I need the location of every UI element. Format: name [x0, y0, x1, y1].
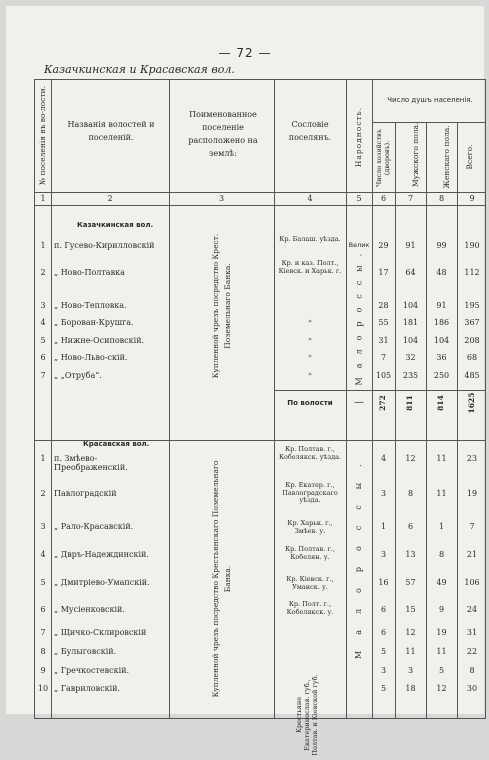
header-households: Число хозяйствъ (дворовъ).	[375, 129, 391, 187]
male-cell: 6	[407, 522, 414, 531]
male-cell: 15	[405, 605, 416, 614]
total-cell: 24	[466, 605, 478, 614]
row-number: 1	[40, 454, 46, 463]
total-cell: 190	[464, 241, 480, 250]
estate-cell: »	[308, 370, 312, 378]
male-cell: 57	[405, 578, 416, 587]
colnum: 1	[40, 194, 46, 203]
settlement-name: Павлоградскій	[54, 489, 117, 498]
female-cell: 49	[436, 578, 447, 587]
total-cell: 68	[466, 353, 478, 362]
households-cell: 6	[380, 605, 387, 614]
row-number: 8	[40, 647, 46, 656]
households-cell: 4	[380, 454, 387, 463]
row-number: 1	[40, 241, 46, 250]
total-cell: 7	[469, 522, 475, 531]
female-cell: 8	[438, 550, 445, 559]
land-note: Купленной чрезъ посредство Крест. Поземельнаго Банка.	[211, 233, 232, 379]
male-cell: 12	[405, 628, 416, 637]
female-cell: 11	[436, 454, 447, 463]
colnum: 2	[107, 194, 113, 203]
households-cell: 3	[380, 550, 387, 559]
header-total: Всего.	[465, 144, 474, 170]
female-cell: 104	[433, 336, 450, 345]
female-cell: 19	[436, 628, 447, 637]
header-names: Названія волостей и поселеній.	[67, 120, 155, 142]
row-number: 5	[40, 578, 46, 587]
households-cell: 3	[380, 489, 387, 498]
male-cell: 104	[402, 301, 419, 310]
female-cell: 12	[436, 684, 447, 693]
settlement-name: „ Мусіенковскій.	[54, 605, 125, 614]
row-number: 4	[40, 550, 46, 559]
households-cell: 17	[378, 268, 389, 277]
colnum: 7	[407, 194, 414, 203]
female-cell: 91	[436, 301, 447, 310]
row-number: 6	[40, 353, 46, 362]
colnum: 3	[218, 194, 225, 203]
estate-cell: »	[308, 317, 312, 325]
male-cell: 18	[405, 684, 416, 693]
male-cell: 181	[402, 318, 419, 327]
households-cell: 29	[378, 241, 389, 250]
settlement-name: „ Дмитріево-Умапскій.	[54, 578, 150, 587]
households-cell: 3	[380, 666, 387, 675]
settlement-name: „ Ново-Тепловка.	[54, 301, 127, 310]
male-cell: 91	[405, 241, 416, 250]
settlement-name: п. Змѣево-Преображенскій.	[54, 454, 128, 472]
total-cell: 112	[464, 268, 480, 277]
row-number: 7	[40, 371, 46, 380]
header-land: Поименованное поселеніе расположено на землѣ:	[188, 110, 258, 158]
male-cell: 11	[405, 647, 416, 656]
page-caption: Казачкинская и Красавская вол.	[44, 63, 235, 76]
households-cell: 105	[375, 371, 392, 380]
female-cell: 186	[433, 318, 450, 327]
households-cell: 6	[380, 628, 387, 637]
section-title: Казачкинская вол.	[77, 221, 154, 229]
male-cell: 235	[402, 371, 419, 380]
households-cell: 1	[380, 522, 387, 531]
households-cell: 16	[378, 578, 389, 587]
header-estate: Сословіе поселянъ.	[288, 120, 332, 142]
settlement-name: „ Щичко-Склировскій	[54, 628, 147, 637]
settlement-name: „ „Отруба“.	[54, 371, 102, 380]
total-cell: 485	[464, 371, 480, 380]
settlement-name: „ Ново-Льво-скій.	[54, 353, 128, 362]
male-cell: 64	[405, 268, 416, 277]
nationality-cell: Велик	[348, 241, 370, 249]
estate-cell: Кр. Полтав. г., Кобелян. у.	[285, 545, 335, 561]
header-settlement-number: № поселенія въ во-лости.	[38, 85, 47, 185]
estate-cell: Кр. Полтав. г., Кобелякск. уѣзда.	[278, 445, 342, 461]
colnum: 5	[356, 194, 362, 203]
male-cell: 8	[407, 489, 414, 498]
settlement-name: „ Гавриловскій.	[54, 684, 121, 693]
female-cell: 36	[436, 353, 447, 362]
male-cell: 12	[405, 454, 416, 463]
estate-cell: Кр. Екатер. г., Павлоградскаго уѣзда.	[282, 481, 338, 504]
total-cell: 21	[466, 550, 478, 559]
total-households: 272	[378, 395, 387, 411]
total-cell: 367	[464, 318, 480, 327]
total-cell: 19	[466, 489, 478, 498]
male-cell: 104	[402, 336, 419, 345]
row-number: 7	[40, 628, 46, 637]
estate-cell: Кр. и каз. Полт., Кіевск. и Харьк. г.	[278, 259, 342, 275]
estate-cell: »	[308, 335, 312, 343]
households-cell: 5	[380, 684, 387, 693]
row-number: 4	[40, 318, 46, 327]
total-cell: 22	[466, 647, 478, 656]
land-note: Купленной чрезъ посредство Крестьянскаго Поземельнаго Банка.	[211, 460, 232, 698]
header-nationality: Народность.	[354, 106, 363, 168]
header-female: Женскаго пола.	[442, 125, 451, 189]
settlement-name: „ Ново-Полтавка	[54, 268, 125, 277]
nationality-note: Малороссы.	[354, 244, 364, 386]
colnum: 6	[380, 194, 387, 203]
row-number: 2	[40, 489, 46, 498]
households-cell: 55	[378, 318, 389, 327]
total-cell: 30	[466, 684, 478, 693]
female-cell: 48	[436, 268, 447, 277]
colnum: 9	[469, 194, 475, 203]
male-cell: 3	[407, 666, 414, 675]
total-cell: 23	[466, 454, 478, 463]
row-number: 10	[37, 684, 49, 693]
households-cell: 28	[378, 301, 389, 310]
header-male: Мужского пола.	[411, 122, 420, 187]
total-cell: 195	[464, 301, 480, 310]
row-number: 5	[40, 336, 46, 345]
female-cell: 1	[438, 522, 445, 531]
settlement-name: „ Борован-Крушга.	[54, 318, 134, 327]
header-souls-group: Число душъ населенія.	[387, 96, 473, 104]
male-cell: 32	[405, 353, 416, 362]
female-cell: 5	[438, 666, 445, 675]
female-cell: 11	[436, 489, 447, 498]
total-cell: 8	[469, 666, 475, 675]
estate-group-note: Крестьяне Екатеринослав. губ., Полтав. и Кіевской губ.	[295, 674, 319, 756]
estate-cell: »	[308, 352, 312, 360]
estate-cell: Кр. Балаш. уѣзда.	[279, 235, 341, 243]
page-number: — 72 —	[218, 46, 272, 60]
female-cell: 99	[436, 241, 447, 250]
estate-cell: Кр. Полт. г., Кобелякск. у.	[286, 600, 334, 616]
nationality-note: Малороссы.	[354, 448, 363, 659]
estate-cell: Кр. Кіевск. г., Уманск. у.	[286, 575, 334, 591]
colnum: 8	[438, 194, 445, 203]
female-cell: 9	[438, 605, 445, 614]
row-number: 2	[40, 268, 46, 277]
row-number: 3	[40, 301, 46, 310]
settlement-name: „ Двръ-Надеждинскій.	[54, 550, 149, 559]
total-male: 811	[405, 395, 414, 411]
row-number: 9	[40, 666, 46, 675]
settlement-name: „ Рало-Красавскій.	[54, 522, 134, 531]
total-cell: 31	[466, 628, 478, 637]
document-page	[6, 6, 484, 756]
total-total: 1625	[467, 392, 476, 414]
population-table	[34, 79, 486, 756]
section-title: Красавская вол.	[83, 440, 150, 448]
total-female: 814	[436, 395, 445, 411]
households-cell: 31	[378, 336, 389, 345]
households-cell: 7	[380, 353, 387, 362]
row-number: 6	[40, 605, 46, 614]
settlement-name: „ Булыговскій.	[54, 647, 117, 656]
settlement-name: п. Гусево-Кирилловскій	[54, 241, 155, 250]
total-cell: 208	[464, 336, 480, 345]
total-cell: 106	[464, 578, 480, 587]
total-label: По волости	[287, 399, 333, 407]
colnum: 4	[307, 194, 313, 203]
female-cell: 11	[436, 647, 447, 656]
settlement-name: „ Нижне-Осиповскій.	[54, 336, 145, 345]
female-cell: 250	[433, 371, 450, 380]
settlement-name: „ Гречкостевскій.	[54, 666, 130, 675]
row-number: 3	[40, 522, 46, 531]
estate-cell: Кр. Харьк. г., Змѣев. у.	[287, 519, 333, 535]
households-cell: 5	[380, 647, 387, 656]
total-dash: —	[354, 397, 364, 408]
male-cell: 13	[405, 550, 416, 559]
